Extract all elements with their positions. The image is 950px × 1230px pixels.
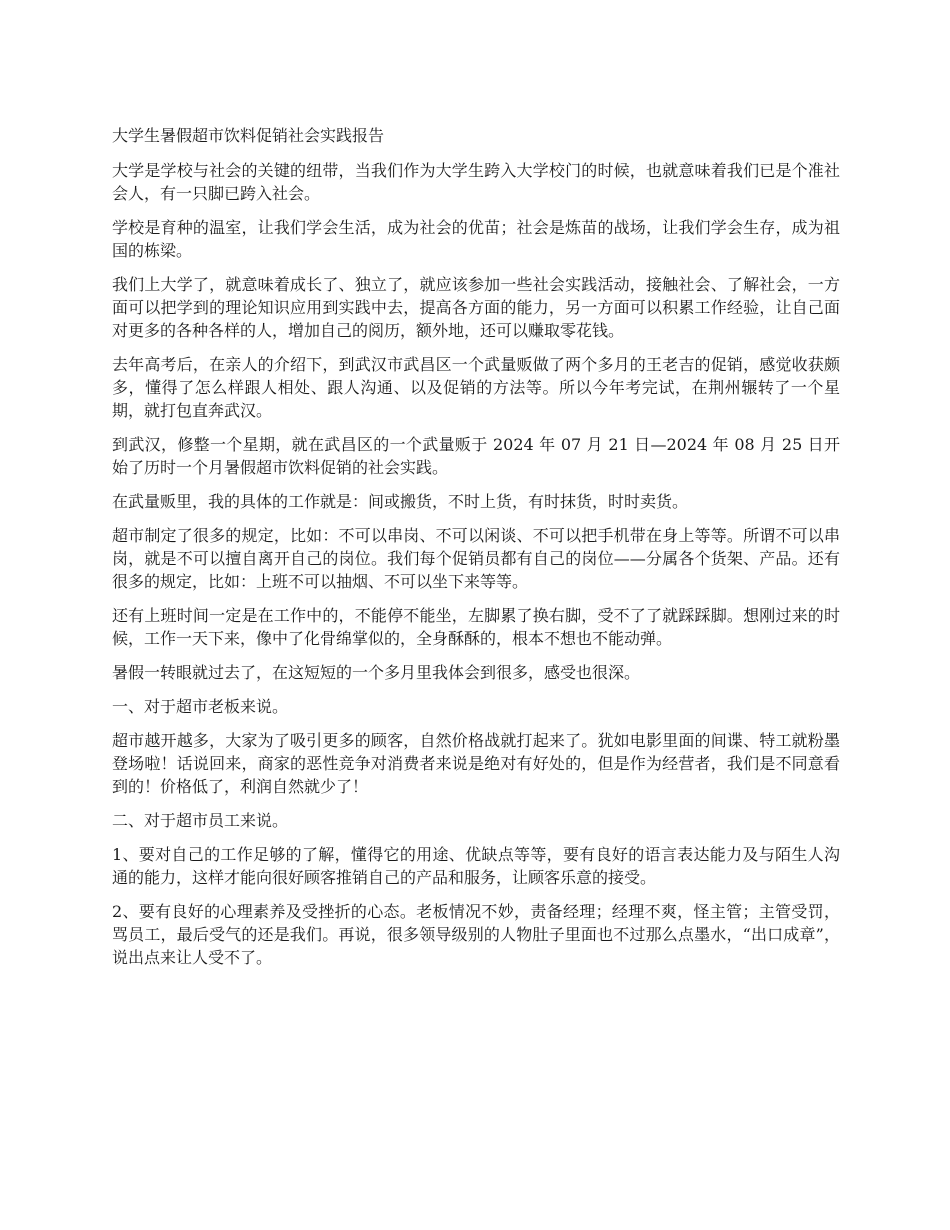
paragraph: 我们上大学了，就意味着成长了、独立了，就应该参加一些社会实践活动，接触社会、了解社会，一方面可以把学到的理论知识应用到实践中去，提高各方面的能力，另一方面可以积累工作经验，让自己面对更多的各种各样的人，增加自己的阅历，额外地，还可以赚取零花钱。 <box>112 275 840 340</box>
paragraph: 还有上班时间一定是在工作中的，不能停不能坐，左脚累了换右脚，受不了了就踩踩脚。想刚过来的时候，工作一天下来，像中了化骨绵掌似的，全身酥酥的，根本不想也不能动弹。 <box>112 606 840 648</box>
paragraph: 大学是学校与社会的关键的纽带，当我们作为大学生跨入大学校门的时候，也就意味着我们已是个准社会人，有一只脚已跨入社会。 <box>112 161 840 203</box>
paragraph: 超市越开越多，大家为了吸引更多的顾客，自然价格战就打起来了。犹如电影里面的间谍、特工就粉墨登场啦！话说回来，商家的恶性竞争对消费者来说是绝对有好处的，但是作为经营者，我们是不同意看到的！价格低了，利润自然就少了！ <box>112 731 840 796</box>
document-page <box>112 124 840 980</box>
section-heading: 一、对于超市老板来说。 <box>112 697 289 716</box>
numbered-paragraph: 2、要有良好的心理素养及受挫折的心态。老板情况不妙，责备经理；经理不爽，怪主管；主管受罚，骂员工，最后受气的还是我们。再说，很多领导级别的人物肚子里面也不过那么点墨水，“出口成章”，说出点来让人受不了。 <box>112 902 840 967</box>
paragraph: 学校是育种的温室，让我们学会生活，成为社会的优苗；社会是炼苗的战场，让我们学会生存，成为祖国的栋梁。 <box>112 218 840 260</box>
paragraph: 到武汉，修整一个星期，就在武昌区的一个武量贩于 2024 年 07 月 21 日—2024 年 08 月 25 日开始了历时一个月暑假超市饮料促销的社会实践。 <box>112 435 840 477</box>
paragraph: 在武量贩里，我的具体的工作就是：间或搬货，不时上货，有时抹货，时时卖货。 <box>112 492 689 511</box>
section-heading: 二、对于超市员工来说。 <box>112 811 289 830</box>
paragraph: 暑假一转眼就过去了，在这短短的一个多月里我体会到很多，感受也很深。 <box>112 663 641 682</box>
numbered-paragraph: 1、要对自己的工作足够的了解，懂得它的用途、优缺点等等，要有良好的语言表达能力及与陌生人沟通的能力，这样才能向很好顾客推销自己的产品和服务，让顾客乐意的接受。 <box>112 845 840 887</box>
document-title: 大学生暑假超市饮料促销社会实践报告 <box>112 126 385 145</box>
paragraph: 去年高考后，在亲人的介绍下，到武汉市武昌区一个武量贩做了两个多月的王老吉的促销，感觉收获颇多，懂得了怎么样跟人相处、跟人沟通、以及促销的方法等。所以今年考完试，在荆州辗转了一个星期，就打包直奔武汉。 <box>112 355 840 420</box>
paragraph: 超市制定了很多的规定，比如：不可以串岗、不可以闲谈、不可以把手机带在身上等等。所谓不可以串岗，就是不可以擅自离开自己的岗位。我们每个促销员都有自己的岗位——分属各个货架、产品。还有很多的规定，比如：上班不可以抽烟、不可以坐下来等等。 <box>112 526 840 591</box>
